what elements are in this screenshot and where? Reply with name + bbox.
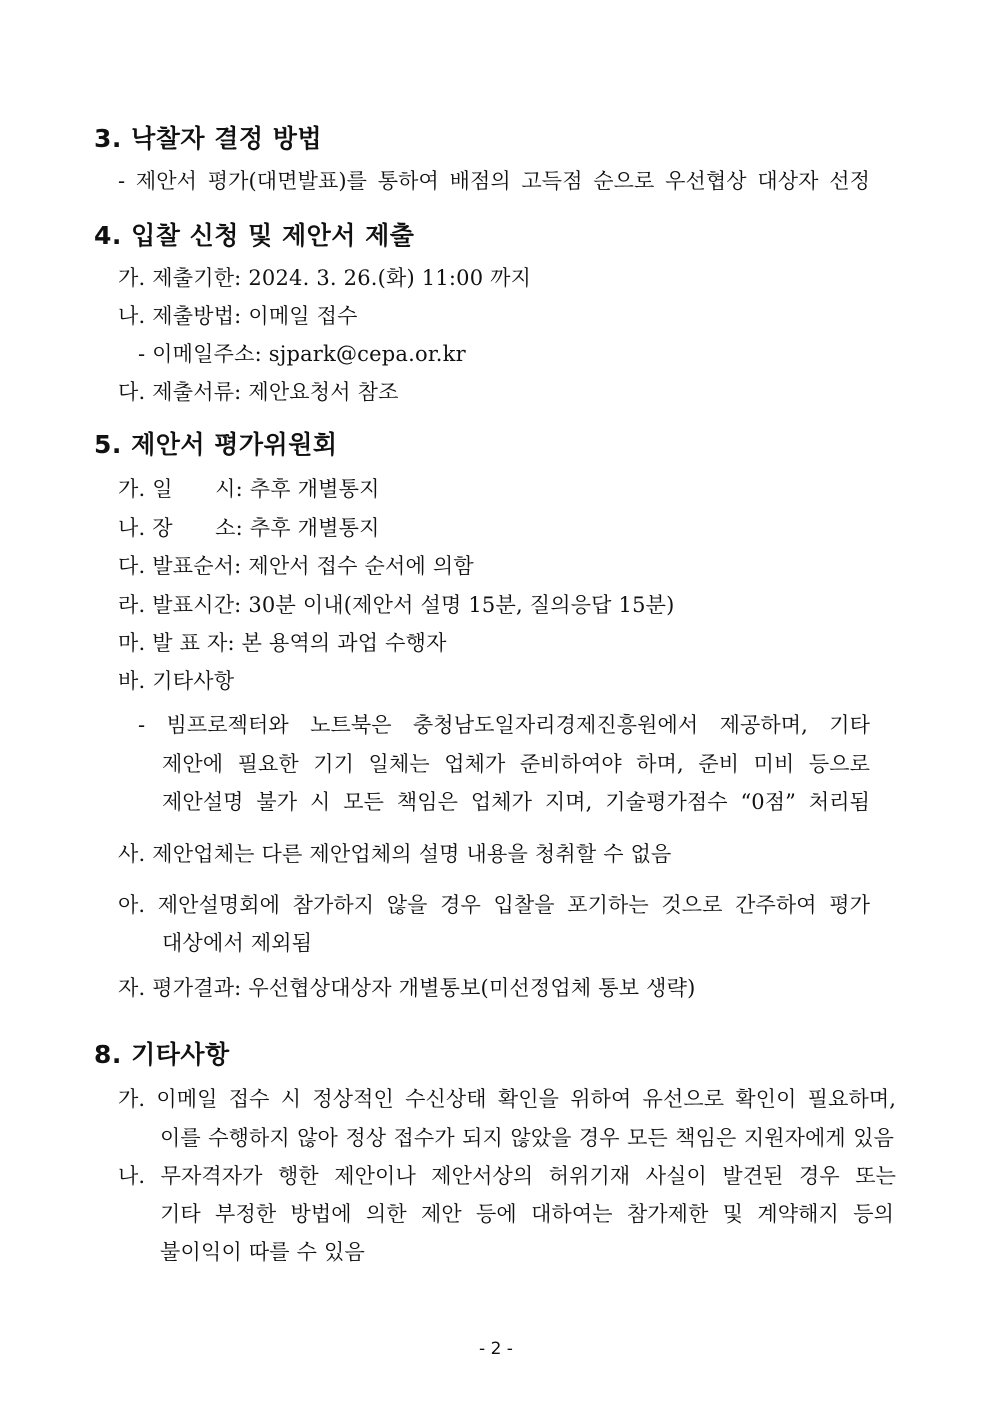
section-4-title: 4. 입찰 신청 및 제안서 제출 — [94, 221, 415, 250]
section-5-ba-line-3: 제안설명 불가 시 모든 책임은 업체가 지며, 기술평가점수 “0점” 처리됨 — [162, 790, 870, 814]
section-5-item-na: 나. 장 소: 추후 개별통지 — [118, 516, 380, 540]
section-5-item-aa-line-2: 대상에서 제외됨 — [162, 931, 313, 955]
section-8-item-na-line-3: 불이익이 따를 수 있음 — [160, 1240, 365, 1264]
section-3-title: 3. 낙찰자 결정 방법 — [94, 124, 323, 153]
section-5-title: 5. 제안서 평가위원회 — [94, 430, 338, 459]
section-3-line: - 제안서 평가(대면발표)를 통하여 배점의 고득점 순으로 우선협상 대상자 선정 — [118, 169, 870, 193]
section-5-item-ba: 바. 기타사항 — [118, 669, 235, 693]
section-5-item-aa-line-1: 아. 제안설명회에 참가하지 않을 경우 입찰을 포기하는 것으로 간주하여 평가 — [118, 893, 870, 917]
section-4-email: - 이메일주소: sjpark@cepa.or.kr — [138, 342, 466, 366]
section-4-item-c: 다. 제출서류: 제안요청서 참조 — [118, 380, 399, 404]
section-8-item-na-line-2: 기타 부정한 방법에 의한 제안 등에 대하여는 참가제한 및 계약해지 등의 — [160, 1202, 894, 1226]
page-number: - 2 - — [479, 1339, 513, 1359]
section-5-item-da: 다. 발표순서: 제안서 접수 순서에 의함 — [118, 554, 474, 578]
section-5-item-ga: 가. 일 시: 추후 개별통지 — [118, 477, 380, 501]
section-8-item-na-line-1: 나. 무자격자가 행한 제안이나 제안서상의 허위기재 사실이 발견된 경우 또는 — [118, 1164, 896, 1188]
section-5-ba-line-2: 제안에 필요한 기기 일체는 업체가 준비하여야 하며, 준비 미비 등으로 — [162, 752, 870, 776]
section-5-item-sa: 사. 제안업체는 다른 제안업체의 설명 내용을 청취할 수 없음 — [118, 842, 672, 866]
section-4-item-b: 나. 제출방법: 이메일 접수 — [118, 304, 358, 328]
section-5-item-ma: 마. 발 표 자: 본 용역의 과업 수행자 — [118, 631, 447, 655]
section-8-item-ga-line-2: 이를 수행하지 않아 정상 접수가 되지 않았을 경우 모든 책임은 지원자에게 있음 — [160, 1126, 894, 1150]
section-5-ba-line-1: - 빔프로젝터와 노트북은 충청남도일자리경제진흥원에서 제공하며, 기타 — [138, 713, 870, 737]
section-5-item-ja: 자. 평가결과: 우선협상대상자 개별통보(미선정업체 통보 생략) — [118, 976, 696, 1000]
section-8-title: 8. 기타사항 — [94, 1040, 230, 1069]
section-5-item-ra: 라. 발표시간: 30분 이내(제안서 설명 15분, 질의응답 15분) — [118, 593, 675, 617]
section-8-item-ga-line-1: 가. 이메일 접수 시 정상적인 수신상태 확인을 위하여 유선으로 확인이 필요하며, — [118, 1087, 896, 1111]
section-4-item-a: 가. 제출기한: 2024. 3. 26.(화) 11:00 까지 — [118, 266, 532, 290]
